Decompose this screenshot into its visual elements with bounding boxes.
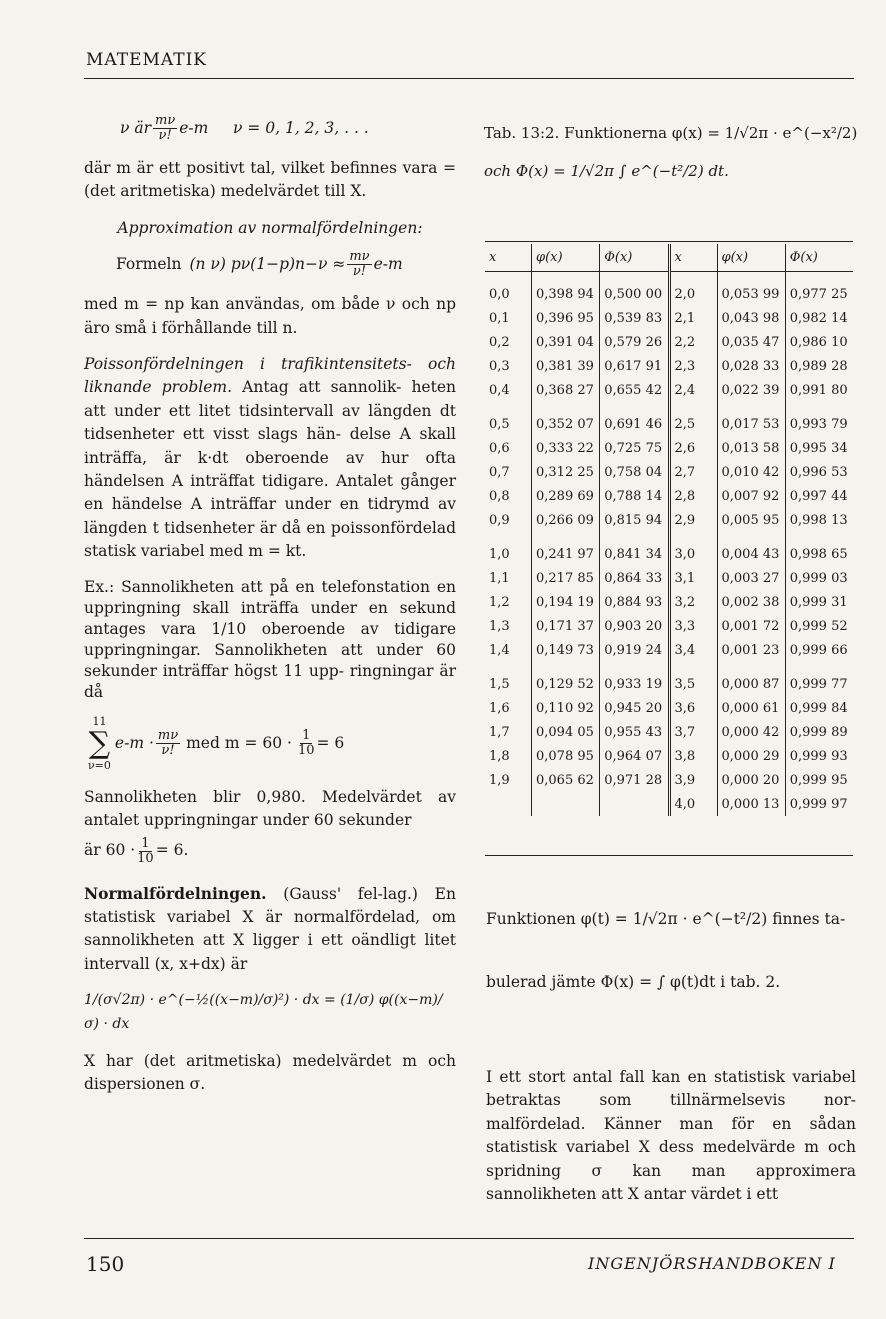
table-cell: 1,0 (485, 542, 532, 566)
table-cell: 1,3 (485, 614, 532, 638)
table-cell: 0,035 47 (717, 330, 785, 354)
table-cell: 0,149 73 (532, 638, 600, 662)
col-header-x: x (485, 244, 532, 272)
table-cell: 0,396 95 (532, 306, 600, 330)
running-header: MATEMATIK (86, 50, 208, 70)
table-cell: 0,010 42 (717, 460, 785, 484)
table-row (485, 542, 853, 566)
table-cell: 0,999 77 (789, 676, 848, 692)
table-title-line2: och Φ(x) = 1/√2π ∫ e^(−t²/2) dt. (484, 162, 729, 180)
table-cell: 2,2 (669, 330, 717, 354)
poisson-text: Antag att sannolik- heten att under ett litet tidsintervall av längden dt tidsenheter ett visst slags hän- delse A skall inträffa, är k·dt oberoende av hur ofta händelsen A inträffat tidigare. Antalet gånger en händelse A inträffar under en tidrymd av längden t tidsenheter är då en poissonfördelad statisk variabel med m = kt. (84, 378, 456, 561)
table-row (485, 484, 853, 508)
table-cell: 2,4 (669, 378, 717, 402)
table-cell: 1,6 (485, 696, 532, 720)
table-cell: 0,398 94 (532, 282, 600, 306)
table-cell: 0,986 10 (789, 334, 848, 350)
sum-symbol: ∑ (88, 725, 111, 761)
table-row (485, 330, 853, 354)
table-cell: 0,815 94 (600, 508, 669, 532)
table-row (485, 378, 853, 402)
table-cell: 0,579 26 (600, 330, 669, 354)
col-header-x2: x (669, 244, 717, 272)
table-cell: 1,5 (485, 672, 532, 696)
table-cell: 3,1 (669, 566, 717, 590)
table-cell: 0,129 52 (532, 672, 600, 696)
table-cell: 0,004 43 (717, 542, 785, 566)
table-row (485, 638, 853, 662)
table-cell: 0,999 31 (789, 594, 848, 610)
table-cell: 2,1 (669, 306, 717, 330)
table-cell: 0,266 09 (532, 508, 600, 532)
table-row (485, 282, 853, 306)
table-cell: 1,8 (485, 744, 532, 768)
formula-expression: (n ν) pν(1−p)n−ν ≈ (189, 255, 346, 274)
formula-label: Formeln (116, 255, 182, 274)
table-cell (532, 792, 600, 816)
sum-numerator-2: 1 (302, 728, 311, 744)
table-row (485, 354, 853, 378)
table-cell: 0,005 95 (717, 508, 785, 532)
col-header-Phi: Φ(x) (600, 244, 669, 272)
col-header-Phi2: Φ(x) (785, 244, 853, 272)
table-cell: 0,945 20 (600, 696, 669, 720)
table-cell: 3,8 (669, 744, 717, 768)
table-cell: 0,217 85 (532, 566, 600, 590)
table-cell: 0,2 (485, 330, 532, 354)
table-cell: 0,352 07 (532, 412, 600, 436)
table-cell: 1,1 (485, 566, 532, 590)
formula-numerator: mν (155, 113, 176, 128)
table-row (485, 792, 853, 816)
example-text: Sannolikheten att på en telefonstation en uppringning skall inträffa under en sekund antages vara 1/10 oberoende av tidigare uppringningar. Sannolikheten att under 60 sekunder inträffar högst 11 upp- ringningar är då (84, 577, 456, 701)
table-cell: 0,241 97 (532, 542, 600, 566)
table-cell: 0,000 29 (717, 744, 785, 768)
mean-formula (84, 837, 456, 866)
table-title (484, 124, 856, 180)
table-cell: 0,043 98 (717, 306, 785, 330)
table-cell: 0,977 25 (789, 286, 848, 302)
table-cell: 0,391 04 (532, 330, 600, 354)
paragraph-example (84, 577, 456, 703)
table-cell: 1,9 (485, 768, 532, 792)
normal-density-formula: 1/(σ√2π) · e^(−½((x−m)/σ)²) · dx = (1/σ) φ((x−m)/σ) · dx (84, 992, 443, 1032)
table-cell: 0,999 66 (789, 642, 848, 658)
table-cell: 0,368 27 (532, 378, 600, 402)
table-cell: 0,078 95 (532, 744, 600, 768)
table-cell: 0,996 53 (789, 464, 848, 480)
table-cell: 0,725 75 (600, 436, 669, 460)
table-cell: 0,000 20 (717, 768, 785, 792)
table-row (485, 306, 853, 330)
paragraph-normal (84, 882, 456, 977)
table-cell: 0,6 (485, 436, 532, 460)
table-cell: 0,000 42 (717, 720, 785, 744)
table-row (485, 412, 853, 436)
table-cell: 0,933 19 (600, 672, 669, 696)
sum-denominator-2: 10 (297, 743, 315, 759)
paragraph-np: med m = np kan användas, om både ν och np äro små i förhållande till n. (84, 295, 456, 337)
table-cell: 0,982 14 (789, 310, 848, 326)
table-cell: 3,7 (669, 720, 717, 744)
table-cell: 1,2 (485, 590, 532, 614)
table-cell: 0,903 20 (600, 614, 669, 638)
table-cell: 0,8 (485, 484, 532, 508)
table-header-row (485, 244, 853, 272)
table-cell: 0,171 37 (532, 614, 600, 638)
table-cell: 0,964 07 (600, 744, 669, 768)
normal-text: (Gauss' fel-lag.) En statistisk variabel X är normalfördelad, om sannolikheten att X ligger i ett oändligt litet intervall (x, x+dx) är (84, 884, 456, 973)
sum-upper-limit: 11 (92, 714, 107, 728)
table-cell: 4,0 (669, 792, 717, 816)
table-cell: 0,7 (485, 460, 532, 484)
function-paragraph (486, 908, 856, 995)
table-cell: 0,999 84 (789, 700, 848, 716)
approx-heading: Approximation av normalfördelningen: (117, 218, 423, 237)
sum-lower-limit: ν=0 (88, 758, 111, 772)
formula-numerator: mν (349, 249, 370, 265)
table-cell (485, 792, 532, 816)
table-cell: 0,9 (485, 508, 532, 532)
table-cell: 0,000 61 (717, 696, 785, 720)
table-cell: 0,1 (485, 306, 532, 330)
col-header-phi: φ(x) (532, 244, 600, 272)
table-cell: 0,002 38 (717, 590, 785, 614)
table-group-gap (485, 272, 853, 283)
formula-prefix: ν är (120, 118, 151, 137)
table-cell: 0,500 00 (600, 282, 669, 306)
mean-denominator: 10 (137, 850, 154, 866)
table-cell: 0,001 72 (717, 614, 785, 638)
table-row (485, 768, 853, 792)
table-cell: 0,017 53 (717, 412, 785, 436)
mean-prefix: är 60 · (84, 841, 136, 860)
function-line1: Funktionen φ(t) = 1/√2π · e^(−t²/2) finnes ta- (486, 910, 846, 928)
table-cell: 0,333 22 (532, 436, 600, 460)
paragraph-poisson (84, 353, 456, 564)
table-cell: 0,539 83 (600, 306, 669, 330)
table-row (485, 436, 853, 460)
left-column (84, 108, 456, 1110)
mean-tail: = 6. (155, 841, 189, 860)
table-cell: 0,884 93 (600, 590, 669, 614)
table-row (485, 696, 853, 720)
table-cell: 0,289 69 (532, 484, 600, 508)
table-cell: 0,013 58 (717, 436, 785, 460)
table-cell: 0,999 03 (789, 570, 848, 586)
table-cell: 0,999 52 (789, 618, 848, 634)
table-cell: 0,999 95 (789, 772, 848, 788)
table-cell: 0,997 44 (789, 488, 848, 504)
sum-formula (84, 716, 456, 772)
page-number: 150 (86, 1252, 125, 1276)
table-row (485, 672, 853, 696)
formula-denominator: ν! (158, 128, 172, 143)
table-cell: 0,3 (485, 354, 532, 378)
book-title-footer: INGENJÖRSHANDBOKEN I (588, 1254, 836, 1273)
table-cell: 0,194 19 (532, 590, 600, 614)
table-cell: 0,998 65 (789, 546, 848, 562)
table-cell: 2,9 (669, 508, 717, 532)
table-cell: 2,7 (669, 460, 717, 484)
table-cell: 3,3 (669, 614, 717, 638)
table-cell (600, 792, 669, 816)
table-cell: 0,001 23 (717, 638, 785, 662)
table-cell: 0,999 97 (789, 796, 848, 812)
table-cell: 0,995 34 (789, 440, 848, 456)
table-cell: 0,003 27 (717, 566, 785, 590)
sum-tail: = 6 (316, 733, 345, 752)
table-cell: 2,5 (669, 412, 717, 436)
table-cell: 0,655 42 (600, 378, 669, 402)
table-cell: 0,989 28 (789, 358, 848, 374)
table-cell: 0,094 05 (532, 720, 600, 744)
table-cell: 0,758 04 (600, 460, 669, 484)
table-cell: 0,110 92 (532, 696, 600, 720)
table-cell: 3,0 (669, 542, 717, 566)
sum-denominator: ν! (161, 743, 175, 759)
sum-mid: med m = 60 · (186, 733, 292, 752)
table-row (485, 508, 853, 532)
table-cell: 0,971 28 (600, 768, 669, 792)
function-table (485, 244, 853, 816)
table-cell: 0,998 13 (789, 512, 848, 528)
sum-numerator: mν (157, 728, 179, 744)
paragraph-approximate: I ett stort antal fall kan en statistisk variabel betraktas som tillnärmelsevis nor- malfördelad. Känner man för en sådan statistisk variabel X dess medelvärde m och spridning σ kan man approximera sannolikheten att X antar värdet i ett (486, 1068, 856, 1204)
table-title-line1: Tab. 13:2. Funktionerna φ(x) = 1/√2π · e^(−x²/2) (484, 124, 858, 142)
table-cell: 0,999 93 (789, 748, 848, 764)
table-cell: 3,9 (669, 768, 717, 792)
paragraph-mean: där m är ett positivt tal, vilket befinnes vara = (det aritmetiska) medelvärdet till X. (84, 159, 456, 201)
table-row (485, 744, 853, 768)
table-cell: 0,4 (485, 378, 532, 402)
paragraph-result: Sannolikheten blir 0,980. Medelvärdet av antalet uppringningar under 60 sekunder (84, 787, 456, 830)
table-cell: 0,919 24 (600, 638, 669, 662)
normal-heading: Normalfördelningen. (84, 883, 267, 903)
table-cell: 0,028 33 (717, 354, 785, 378)
table-group-gap (485, 532, 853, 542)
table-cell: 3,5 (669, 672, 717, 696)
formula-suffix: e-m ν = 0, 1, 2, 3, . . . (179, 118, 369, 137)
table-cell: 0,381 39 (532, 354, 600, 378)
table-cell: 1,4 (485, 638, 532, 662)
table-cell: 0,999 89 (789, 724, 848, 740)
table-cell: 0,007 92 (717, 484, 785, 508)
table-cell: 0,022 39 (717, 378, 785, 402)
poisson-formula (84, 114, 456, 143)
mean-numerator: 1 (141, 835, 150, 851)
formula-denominator: ν! (352, 264, 367, 280)
table-cell: 0,617 91 (600, 354, 669, 378)
formula-tail: e-m (373, 255, 403, 274)
table-cell: 0,691 46 (600, 412, 669, 436)
col-header-phi2: φ(x) (717, 244, 785, 272)
sum-body: e-m · (114, 733, 154, 752)
approx-formula (84, 250, 456, 279)
paragraph-dispersion: X har (det aritmetiska) medelvärdet m och dispersionen σ. (84, 1051, 456, 1094)
table-cell: 3,4 (669, 638, 717, 662)
example-label: Ex.: (84, 577, 115, 596)
table-cell: 2,8 (669, 484, 717, 508)
table-cell: 0,0 (485, 282, 532, 306)
table-cell: 3,6 (669, 696, 717, 720)
table-cell: 2,0 (669, 282, 717, 306)
table-cell: 3,2 (669, 590, 717, 614)
table-group-gap (485, 402, 853, 412)
table-row (485, 614, 853, 638)
table-cell: 1,7 (485, 720, 532, 744)
table-cell: 0,000 13 (717, 792, 785, 816)
table-row (485, 566, 853, 590)
table-cell: 0,864 33 (600, 566, 669, 590)
table-cell: 2,3 (669, 354, 717, 378)
table-row (485, 720, 853, 744)
table-cell: 0,053 99 (717, 282, 785, 306)
table-cell: 0,841 34 (600, 542, 669, 566)
table-cell: 0,788 14 (600, 484, 669, 508)
table-row (485, 460, 853, 484)
table-group-gap (485, 662, 853, 672)
table-cell: 0,312 25 (532, 460, 600, 484)
table-cell: 2,6 (669, 436, 717, 460)
table-cell: 0,065 62 (532, 768, 600, 792)
table-cell: 0,955 43 (600, 720, 669, 744)
table-cell: 0,991 80 (789, 382, 848, 398)
function-line2: bulerad jämte Φ(x) = ∫ φ(t)dt i tab. 2. (486, 973, 781, 992)
header-rule (84, 78, 854, 79)
table-row (485, 590, 853, 614)
footer-rule (84, 1238, 854, 1239)
table-cell: 0,000 87 (717, 672, 785, 696)
table-cell: 0,5 (485, 412, 532, 436)
table-cell: 0,993 79 (789, 416, 848, 432)
poisson-heading: Poissonfördelningen i trafikintensitets- och liknande problem. (84, 355, 456, 397)
